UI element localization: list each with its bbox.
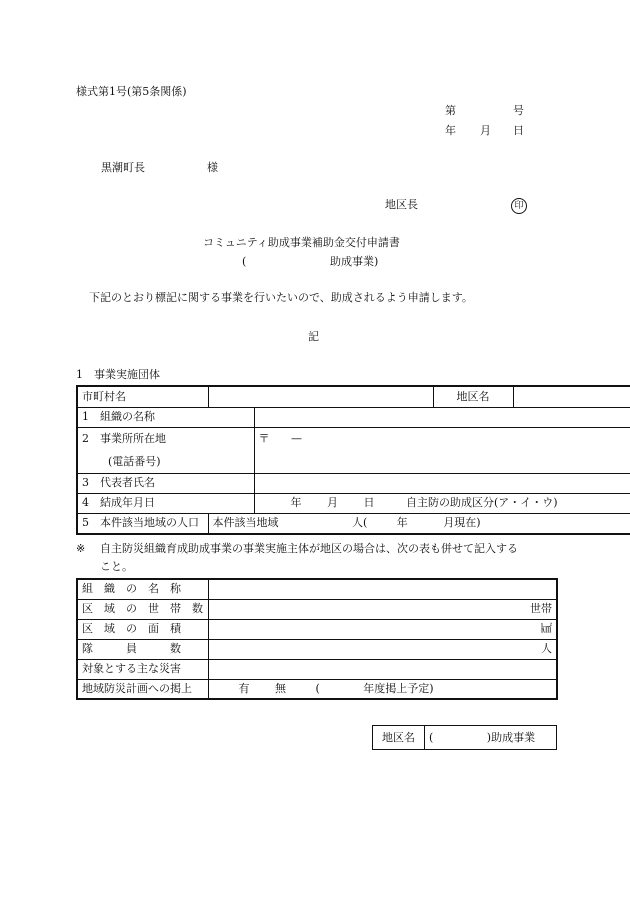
footer-open: (: [429, 730, 434, 744]
plan-open: (: [315, 681, 320, 695]
t2-households-label: 区 域 の 世 帯 数: [77, 599, 208, 619]
population-year: 年: [396, 516, 408, 530]
note-mark: ※: [76, 542, 86, 555]
t2-disaster-label: 対象とする主な災害: [77, 659, 208, 679]
org-name-field[interactable]: [254, 407, 630, 427]
title-sub-open: (: [242, 255, 247, 268]
doc-number-suffix: 号: [513, 104, 524, 117]
t2-area-field[interactable]: ㎢: [208, 619, 557, 639]
office-field[interactable]: [254, 427, 630, 473]
founded-day: 日: [363, 496, 375, 509]
population-field[interactable]: [208, 513, 630, 534]
footer-suffix: )助成事業: [486, 730, 536, 744]
population-unit: 人(: [352, 516, 368, 530]
applicant-title: 地区長: [385, 198, 418, 211]
founded-month: 月: [327, 496, 338, 509]
t2-org-name-label: 組 織 の 名 称: [77, 579, 208, 599]
t2-area-label: 区 域 の 面 積: [77, 619, 208, 639]
date-month: 月: [480, 124, 491, 137]
representative-label: 3 代表者氏名: [77, 473, 254, 493]
t2-plan-field[interactable]: [208, 679, 557, 699]
district-table: [76, 578, 558, 700]
plan-no[interactable]: 無: [275, 681, 286, 695]
plan-yes[interactable]: 有: [238, 681, 250, 695]
population-asof: 月現在): [443, 516, 481, 530]
body-text: 下記のとおり標記に関する事業を行いたいので、助成されるよう申請します。: [89, 291, 473, 304]
jishubo-category: 自主防の助成区分(ア・イ・ウ): [406, 496, 558, 509]
t2-members-label: 隊 員 数: [77, 639, 208, 659]
founded-year: 年: [290, 496, 302, 509]
date-day: 日: [513, 124, 524, 137]
postal-mark: 〒: [258, 431, 270, 445]
phone-label: (電話番号): [108, 454, 161, 468]
footer-box: [372, 725, 557, 750]
t2-org-name-field[interactable]: [208, 579, 557, 599]
district-label: 地区名: [433, 386, 513, 407]
municipality-field[interactable]: [208, 386, 433, 407]
seal-icon: 印: [511, 198, 527, 214]
org-name-label: 1 組織の名称: [77, 407, 254, 427]
postal-dash: —: [291, 431, 302, 445]
t2-plan-label: 地域防災計画への掲上: [77, 679, 208, 699]
title-sub-close: 助成事業): [330, 255, 379, 268]
office-label: [77, 427, 254, 473]
population-area: 本件該当地域: [212, 516, 279, 530]
footer-project-field[interactable]: [425, 726, 557, 750]
ki-mark: 記: [308, 330, 319, 343]
section1-heading: 1 事業実施団体: [76, 368, 160, 381]
t2-disaster-field[interactable]: [208, 659, 557, 679]
document-title: コミュニティ助成事業補助金交付申請書: [203, 236, 400, 249]
office-label-text: 2 事業所所在地: [82, 431, 166, 445]
footer-district-label: 地区名: [373, 726, 425, 750]
t2-members-field[interactable]: 人: [208, 639, 557, 659]
form-number: 様式第1号(第5条関係): [76, 85, 187, 98]
doc-number-prefix: 第: [445, 104, 456, 117]
t2-households-field[interactable]: 世帯: [208, 599, 557, 619]
addressee-name: 黒潮町長: [101, 161, 145, 174]
plan-suffix: 年度掲上予定): [363, 681, 434, 695]
date-year: 年: [445, 124, 456, 137]
district-field[interactable]: [513, 386, 630, 407]
addressee-honorific: 様: [207, 161, 218, 174]
population-label: 5 本件該当地域の人口: [77, 513, 208, 534]
founded-label: 4 結成年月日: [77, 493, 254, 513]
organization-table: [76, 385, 630, 535]
founded-field[interactable]: [254, 493, 630, 513]
note-line1: 自主防災組織育成助成事業の事業実施主体が地区の場合は、次の表も併せて記入する: [100, 542, 518, 555]
municipality-label: 市町村名: [77, 386, 208, 407]
representative-field[interactable]: [254, 473, 630, 493]
note-line2: こと。: [100, 560, 133, 573]
